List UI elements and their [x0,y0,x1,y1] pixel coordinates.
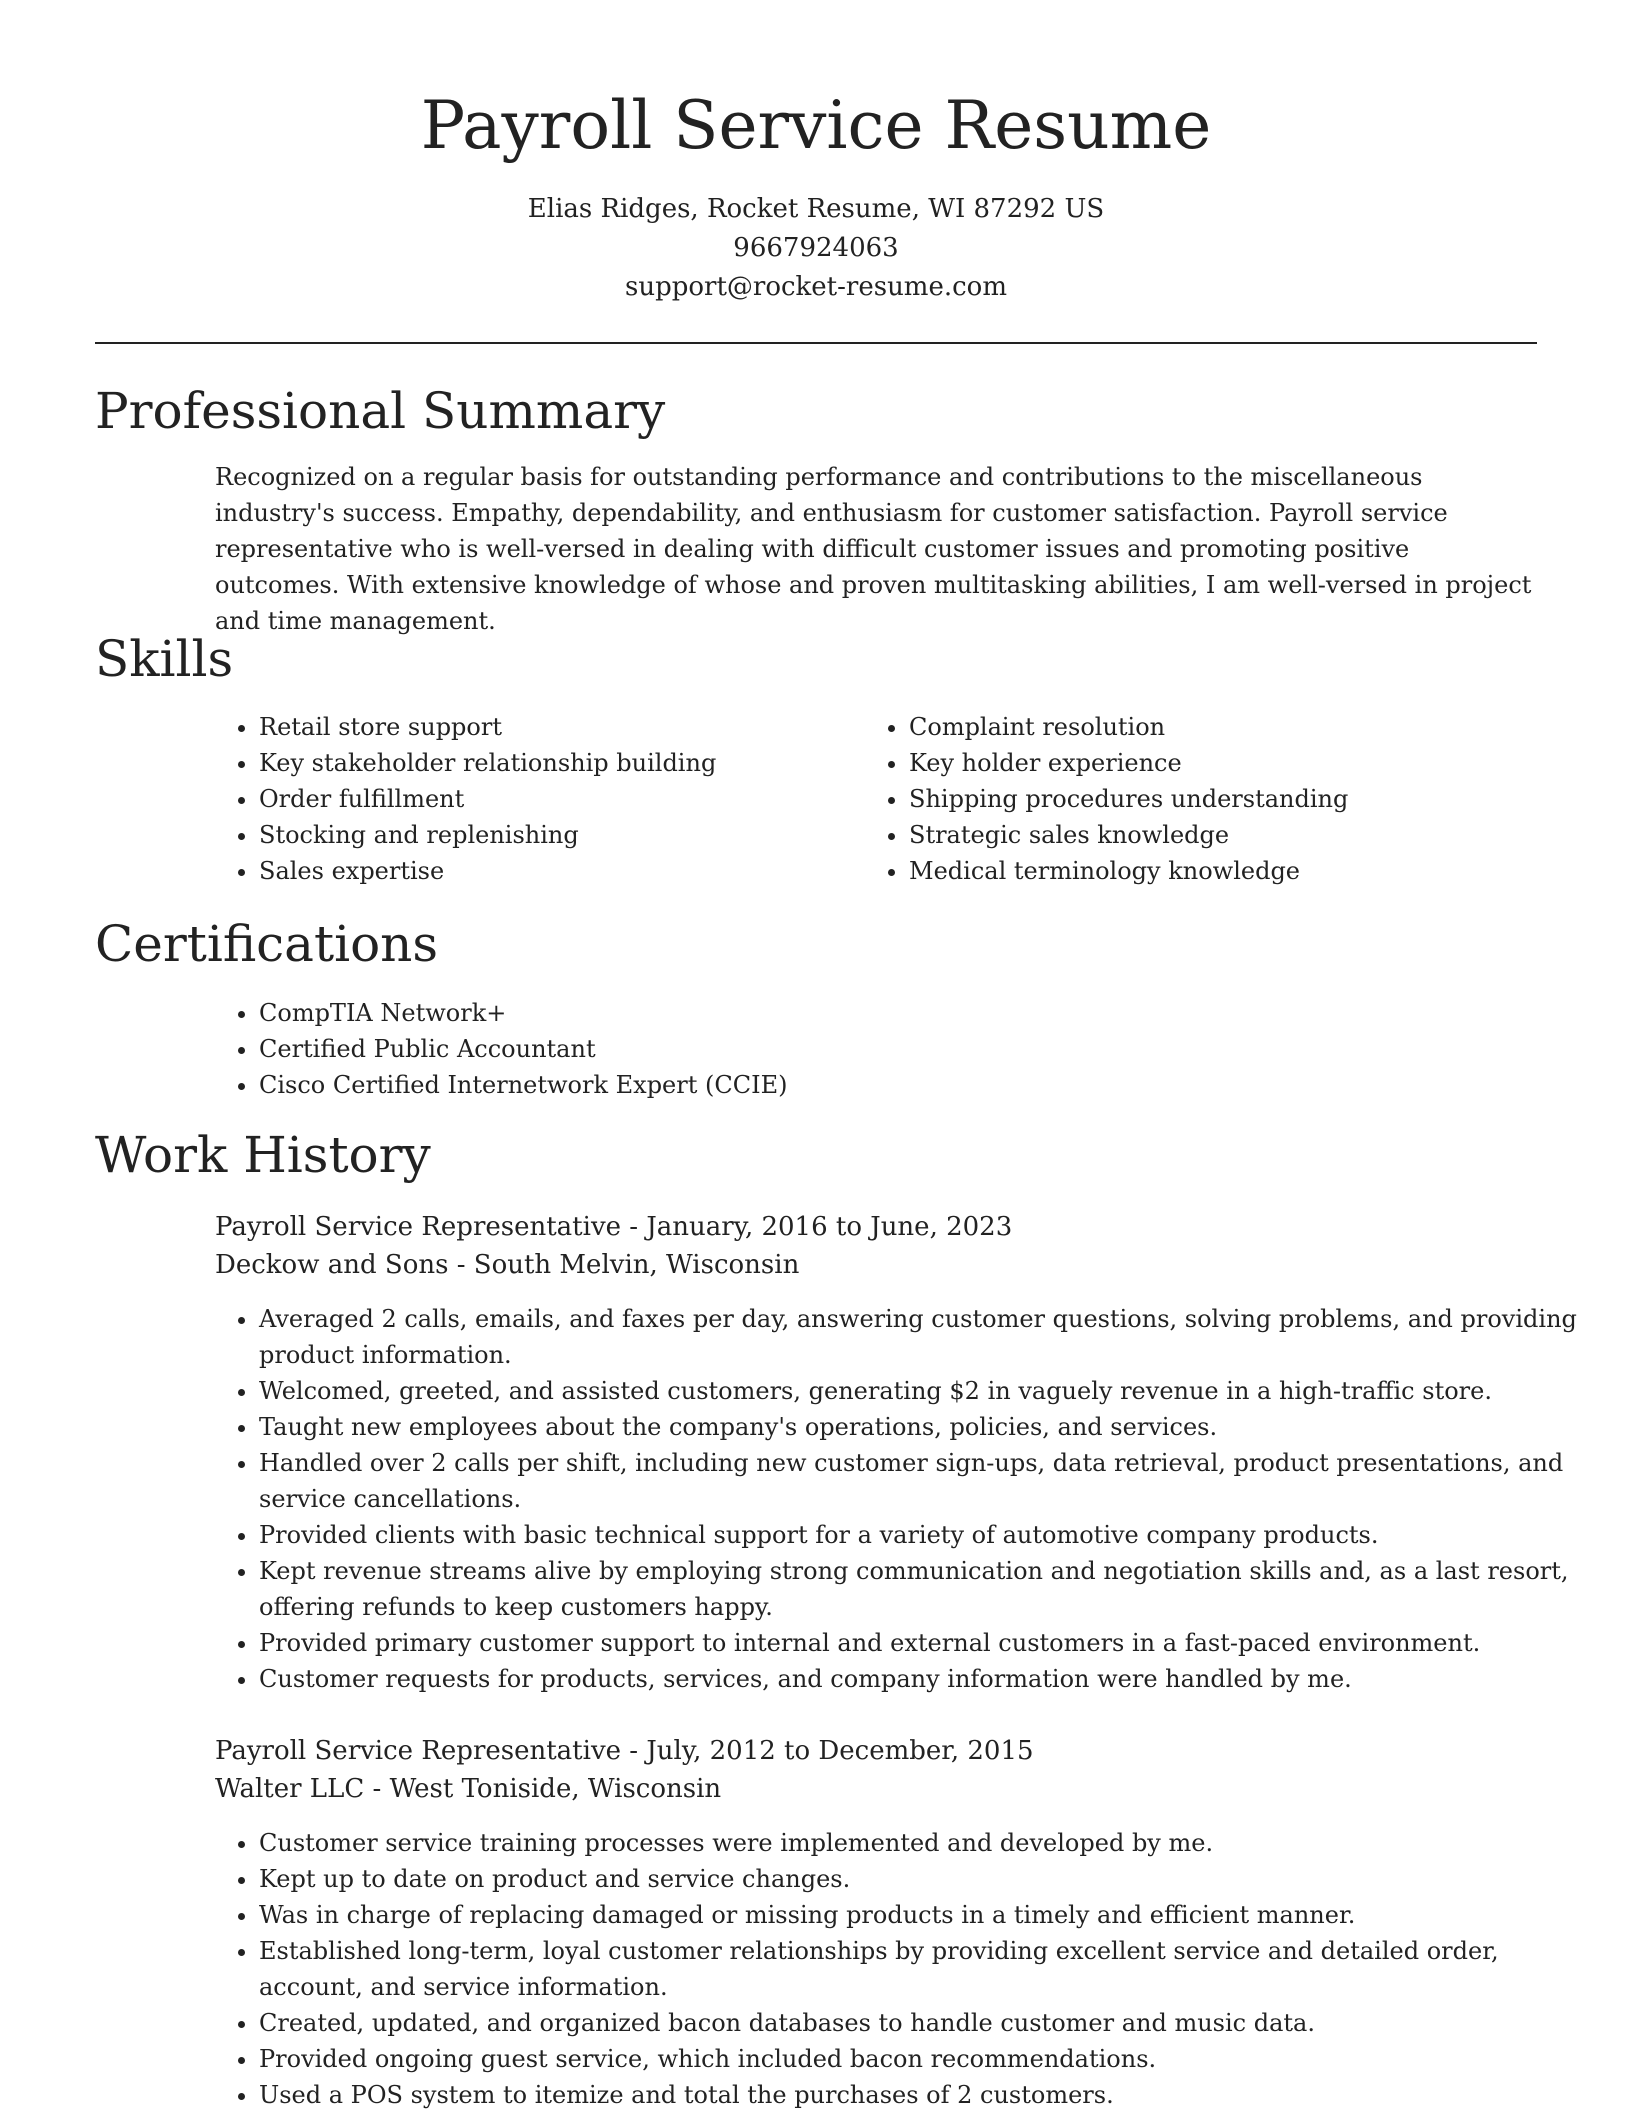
job-duty-item: • Used a POS system to itemize and total the purchases of 2 customers. [259,2077,1581,2113]
job-title: Payroll Service Representative [215,1212,622,1242]
job-duties-list [215,1825,1581,2113]
job-duty-item: • Customer service training processes were implemented and developed by me. [259,1825,1581,1861]
certifications-list [215,995,1459,1103]
job-duty-item: • Provided primary customer support to internal and external customers in a fast-paced environment. [259,1625,1581,1661]
contact-address: Elias Ridges, Rocket Resume, WI 87292 US [527,194,1105,224]
header-divider [95,342,1537,344]
job-duty-item: • Welcomed, greeted, and assisted customers, generating $2 in vaguely revenue in a high-traffic store. [259,1373,1581,1409]
job-duty-item: • Kept revenue streams alive by employing strong communication and negotiation skills and, as a last resort, offering refunds to keep customers happy. [259,1553,1581,1625]
job-duties-list [215,1301,1581,1697]
job-duty-item: • Taught new employees about the company's operations, policies, and services. [259,1409,1581,1445]
job-duty-item: • Created, updated, and organized bacon databases to handle customer and music data. [259,2005,1581,2041]
skill-item: • Complaint resolution [909,709,1569,745]
job-title-line [215,1732,1034,1770]
job-location: South Melvin, Wisconsin [473,1250,800,1280]
job-duty-item: • Provided clients with basic technical support for a variety of automotive company products. [259,1517,1581,1553]
job-duty-item: • Customer requests for products, services, and company information were handled by me. [259,1661,1581,1697]
skill-item: • Strategic sales knowledge [909,817,1569,853]
contact-email: support@rocket-resume.com [624,272,1007,302]
summary-text: Recognized on a regular basis for outstanding performance and contributions to the miscellaneous industry's success. Empathy, dependability, and enthusiasm for customer satisfaction. Payroll service representative who is well-versed in dealing with difficult customer issues and promoting positive outcomes. With extensive knowledge of whose and proven multitasking abilities, I am well-versed in project and time management. [215,463,1532,635]
job-duty-item: • Provided ongoing guest service, which included bacon recommendations. [259,2041,1581,2077]
job-separator: - [621,1212,647,1242]
job-company-line [215,1246,799,1284]
resume-title: Payroll Service Resume [420,87,1212,164]
skill-item: • Order fulfillment [259,781,819,817]
job-separator: - [364,1774,390,1804]
skill-item: • Shipping procedures understanding [909,781,1569,817]
skill-item: • Key stakeholder relationship building [259,745,819,781]
job-title: Payroll Service Representative [215,1736,622,1766]
certification-item: • Certified Public Accountant [259,1031,1459,1067]
job-duty-item: • Kept up to date on product and service changes. [259,1861,1581,1897]
job-title-line [215,1208,1012,1246]
contact-block [95,190,1537,307]
skill-item: • Sales expertise [259,853,819,889]
skill-item: • Stocking and replenishing [259,817,819,853]
section-heading-certifications: Certifications [95,915,439,973]
skill-item: • Medical terminology knowledge [909,853,1569,889]
job-company: Deckow and Sons [215,1250,449,1280]
skill-item: • Retail store support [259,709,819,745]
job-company: Walter LLC [215,1774,365,1804]
skills-list-right [865,709,1569,889]
section-heading-skills: Skills [95,630,234,688]
skills-list-left [215,709,819,889]
skill-item: • Key holder experience [909,745,1569,781]
job-duty-item: • Established long-term, loyal customer relationships by providing excellent service and detailed order, account, and service information. [259,1933,1581,2005]
job-duty-item: • Handled over 2 calls per shift, including new customer sign-ups, data retrieval, product presentations, and service cancellations. [259,1445,1581,1517]
job-company-line [215,1770,721,1808]
certification-item: • Cisco Certified Internetwork Expert (CCIE) [259,1067,1459,1103]
section-heading-summary: Professional Summary [95,382,666,440]
job-dates: January, 2016 to June, 2023 [646,1212,1013,1242]
job-location: West Toniside, Wisconsin [389,1774,722,1804]
job-separator: - [448,1250,474,1280]
job-duty-item: • Averaged 2 calls, emails, and faxes per day, answering customer questions, solving problems, and providing product information. [259,1301,1581,1373]
certification-item: • CompTIA Network+ [259,995,1459,1031]
section-heading-work-history: Work History [95,1126,431,1184]
job-dates: July, 2012 to December, 2015 [646,1736,1034,1766]
job-duty-item: • Was in charge of replacing damaged or missing products in a timely and efficient manner. [259,1897,1581,1933]
contact-phone: 9667924063 [733,233,899,263]
job-separator: - [621,1736,647,1766]
